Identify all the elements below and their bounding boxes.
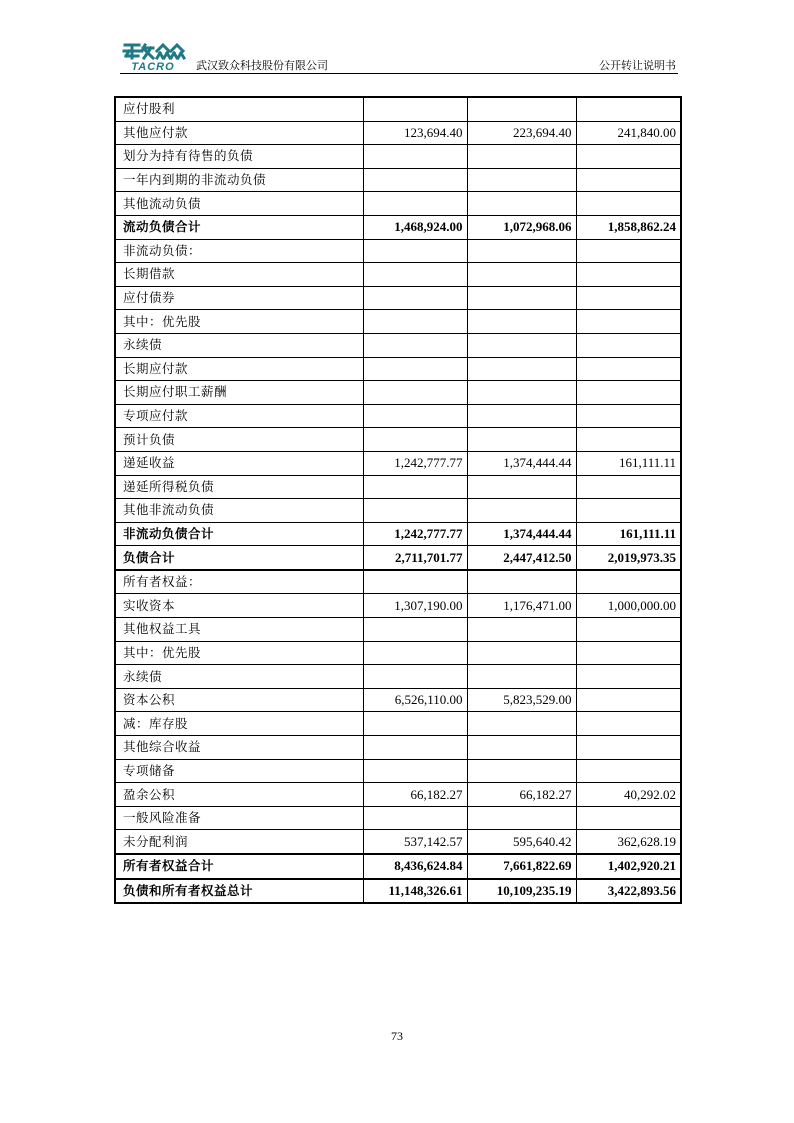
row-label: 负债和所有者权益总计 — [115, 879, 363, 904]
value-cell — [576, 736, 681, 760]
value-cell — [467, 806, 576, 830]
value-cell — [363, 239, 467, 263]
value-cell — [576, 168, 681, 192]
value-cell: 1,000,000.00 — [576, 594, 681, 618]
row-label: 专项应付款 — [115, 404, 363, 428]
value-cell — [467, 333, 576, 357]
value-cell — [363, 736, 467, 760]
table-row — [115, 310, 681, 334]
table-row — [115, 618, 681, 642]
value-cell — [467, 641, 576, 665]
value-cell — [363, 641, 467, 665]
row-label: 一般风险准备 — [115, 806, 363, 830]
table-row — [115, 665, 681, 689]
value-cell — [576, 641, 681, 665]
row-label: 划分为持有待售的负债 — [115, 145, 363, 169]
value-cell — [363, 428, 467, 452]
svg-text:TACRO: TACRO — [131, 61, 175, 72]
value-cell: 1,176,471.00 — [467, 594, 576, 618]
table-row — [115, 830, 681, 854]
company-name: 武汉致众科技股份有限公司 — [196, 59, 328, 72]
value-cell: 2,019,973.35 — [576, 546, 681, 570]
row-label: 长期应付款 — [115, 357, 363, 381]
value-cell — [576, 404, 681, 428]
table-row — [115, 736, 681, 760]
value-cell — [467, 404, 576, 428]
row-label: 递延收益 — [115, 451, 363, 475]
value-cell: 161,111.11 — [576, 522, 681, 546]
table-row — [115, 404, 681, 428]
value-cell: 1,402,920.21 — [576, 854, 681, 879]
table-row — [115, 759, 681, 783]
value-cell — [576, 475, 681, 499]
value-cell — [576, 759, 681, 783]
value-cell — [576, 806, 681, 830]
value-cell: 362,628.19 — [576, 830, 681, 854]
row-label: 非流动负债： — [115, 239, 363, 263]
value-cell — [467, 475, 576, 499]
row-label: 递延所得税负债 — [115, 475, 363, 499]
value-cell — [576, 145, 681, 169]
value-cell — [467, 381, 576, 405]
value-cell: 2,711,701.77 — [363, 546, 467, 570]
row-label: 长期借款 — [115, 263, 363, 287]
value-cell: 537,142.57 — [363, 830, 467, 854]
table-row — [115, 712, 681, 736]
value-cell — [363, 475, 467, 499]
value-cell — [363, 333, 467, 357]
value-cell — [363, 168, 467, 192]
table-row — [115, 168, 681, 192]
row-label: 永续债 — [115, 665, 363, 689]
document-title: 公开转让说明书 — [599, 59, 676, 72]
section-row — [115, 570, 681, 594]
row-label: 应付债券 — [115, 286, 363, 310]
value-cell — [576, 570, 681, 594]
subtotal-row — [115, 522, 681, 546]
value-cell: 1,374,444.44 — [467, 522, 576, 546]
value-cell — [576, 618, 681, 642]
subtotal-row — [115, 215, 681, 239]
value-cell — [576, 665, 681, 689]
value-cell — [576, 310, 681, 334]
table-row — [115, 594, 681, 618]
value-cell — [576, 357, 681, 381]
balance-sheet-table — [114, 96, 682, 904]
value-cell: 66,182.27 — [467, 783, 576, 807]
page-header — [120, 42, 678, 74]
value-cell: 1,374,444.44 — [467, 451, 576, 475]
section-row — [115, 239, 681, 263]
value-cell: 123,694.40 — [363, 121, 467, 145]
value-cell: 2,447,412.50 — [467, 546, 576, 570]
value-cell — [576, 499, 681, 523]
table-row — [115, 286, 681, 310]
value-cell — [467, 712, 576, 736]
row-label: 其他综合收益 — [115, 736, 363, 760]
value-cell — [363, 759, 467, 783]
value-cell: 40,292.02 — [576, 783, 681, 807]
table-row — [115, 641, 681, 665]
value-cell: 3,422,893.56 — [576, 879, 681, 904]
row-label: 专项储备 — [115, 759, 363, 783]
row-label: 其中：优先股 — [115, 310, 363, 334]
row-label: 资本公积 — [115, 688, 363, 712]
table-row — [115, 451, 681, 475]
value-cell — [363, 145, 467, 169]
value-cell: 1,072,968.06 — [467, 215, 576, 239]
value-cell — [576, 712, 681, 736]
value-cell: 8,436,624.84 — [363, 854, 467, 879]
value-cell — [363, 806, 467, 830]
value-cell — [467, 736, 576, 760]
row-label: 其他非流动负债 — [115, 499, 363, 523]
header-divider — [120, 73, 678, 74]
value-cell — [363, 192, 467, 216]
value-cell — [467, 428, 576, 452]
value-cell — [467, 263, 576, 287]
row-label: 预计负债 — [115, 428, 363, 452]
tacro-logo — [120, 42, 192, 72]
value-cell: 11,148,326.61 — [363, 879, 467, 904]
row-label: 负债合计 — [115, 546, 363, 570]
table-row — [115, 688, 681, 712]
value-cell: 5,823,529.00 — [467, 688, 576, 712]
row-label: 应付股利 — [115, 97, 363, 121]
table-row — [115, 475, 681, 499]
value-cell — [576, 286, 681, 310]
value-cell — [467, 286, 576, 310]
row-label: 其中：优先股 — [115, 641, 363, 665]
value-cell: 7,661,822.69 — [467, 854, 576, 879]
value-cell — [363, 97, 467, 121]
table-row — [115, 97, 681, 121]
value-cell — [363, 381, 467, 405]
table-row — [115, 192, 681, 216]
row-label: 非流动负债合计 — [115, 522, 363, 546]
value-cell: 1,468,924.00 — [363, 215, 467, 239]
value-cell — [467, 168, 576, 192]
value-cell — [467, 570, 576, 594]
total-row — [115, 546, 681, 570]
value-cell — [363, 286, 467, 310]
value-cell: 66,182.27 — [363, 783, 467, 807]
value-cell — [363, 404, 467, 428]
value-cell: 1,242,777.77 — [363, 522, 467, 546]
value-cell — [363, 712, 467, 736]
table-row — [115, 783, 681, 807]
table-row — [115, 428, 681, 452]
value-cell: 10,109,235.19 — [467, 879, 576, 904]
value-cell — [363, 310, 467, 334]
value-cell — [363, 357, 467, 381]
value-cell: 241,840.00 — [576, 121, 681, 145]
table-row — [115, 381, 681, 405]
value-cell: 6,526,110.00 — [363, 688, 467, 712]
value-cell — [363, 665, 467, 689]
value-cell — [363, 570, 467, 594]
value-cell — [363, 618, 467, 642]
value-cell — [467, 499, 576, 523]
table-row — [115, 806, 681, 830]
value-cell — [576, 239, 681, 263]
value-cell: 1,242,777.77 — [363, 451, 467, 475]
row-label: 其他权益工具 — [115, 618, 363, 642]
value-cell — [467, 759, 576, 783]
value-cell — [467, 357, 576, 381]
value-cell — [363, 499, 467, 523]
table-row — [115, 357, 681, 381]
value-cell — [576, 333, 681, 357]
row-label: 其他流动负债 — [115, 192, 363, 216]
row-label: 所有者权益： — [115, 570, 363, 594]
value-cell: 1,307,190.00 — [363, 594, 467, 618]
table-row — [115, 145, 681, 169]
value-cell — [576, 192, 681, 216]
value-cell — [576, 263, 681, 287]
row-label: 减：库存股 — [115, 712, 363, 736]
value-cell — [576, 381, 681, 405]
value-cell: 161,111.11 — [576, 451, 681, 475]
row-label: 盈余公积 — [115, 783, 363, 807]
value-cell — [467, 310, 576, 334]
value-cell — [467, 97, 576, 121]
value-cell — [467, 145, 576, 169]
row-label: 长期应付职工薪酬 — [115, 381, 363, 405]
value-cell: 1,858,862.24 — [576, 215, 681, 239]
row-label: 永续债 — [115, 333, 363, 357]
row-label: 实收资本 — [115, 594, 363, 618]
table-row — [115, 333, 681, 357]
table-row — [115, 263, 681, 287]
grand-total-row — [115, 879, 681, 904]
value-cell: 595,640.42 — [467, 830, 576, 854]
row-label: 其他应付款 — [115, 121, 363, 145]
row-label: 所有者权益合计 — [115, 854, 363, 879]
value-cell — [576, 428, 681, 452]
table-row — [115, 499, 681, 523]
row-label: 流动负债合计 — [115, 215, 363, 239]
value-cell: 223,694.40 — [467, 121, 576, 145]
row-label: 一年内到期的非流动负债 — [115, 168, 363, 192]
row-label: 未分配利润 — [115, 830, 363, 854]
value-cell — [467, 192, 576, 216]
total-row — [115, 854, 681, 879]
value-cell — [467, 665, 576, 689]
value-cell — [363, 263, 467, 287]
page-number: 73 — [391, 1029, 403, 1043]
value-cell — [467, 618, 576, 642]
value-cell — [467, 239, 576, 263]
table-row — [115, 121, 681, 145]
value-cell — [576, 97, 681, 121]
value-cell — [576, 688, 681, 712]
